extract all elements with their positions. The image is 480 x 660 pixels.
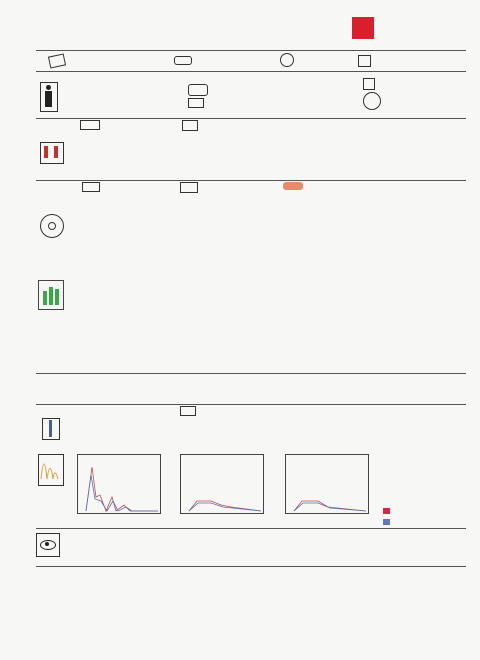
logo-mark-icon [352, 17, 374, 39]
car-icon [174, 56, 192, 65]
clock-icon [280, 53, 294, 67]
parking-hand-icon [283, 182, 303, 190]
front-axle-icon [80, 120, 100, 130]
brake-disc-icon [40, 214, 64, 238]
suspension-graph-icon [38, 454, 64, 486]
toe-alignment-icon [40, 142, 64, 164]
eye-icon [36, 533, 60, 557]
person-icon [40, 82, 58, 112]
car-side-icon [188, 84, 208, 96]
susp-rear-icon [180, 406, 196, 416]
shock-absorber-icon [42, 418, 60, 440]
rear-suspension-graph [180, 454, 264, 514]
rear-axle-icon [182, 120, 198, 131]
wheel-icon [363, 92, 381, 110]
heka-logo [352, 15, 464, 43]
difference-chart-icon [38, 280, 64, 310]
brake-rear-icon [180, 182, 198, 193]
front-suspension-graph [77, 454, 161, 514]
inspection-calendar-icon [363, 78, 375, 90]
third-suspension-graph [285, 454, 369, 514]
legend-left-swatch [383, 508, 390, 514]
legend-right-swatch [383, 519, 390, 525]
document-icon [48, 53, 66, 68]
calendar-icon [358, 55, 371, 67]
car-body-icon [188, 98, 204, 108]
brake-front-icon [82, 182, 100, 192]
